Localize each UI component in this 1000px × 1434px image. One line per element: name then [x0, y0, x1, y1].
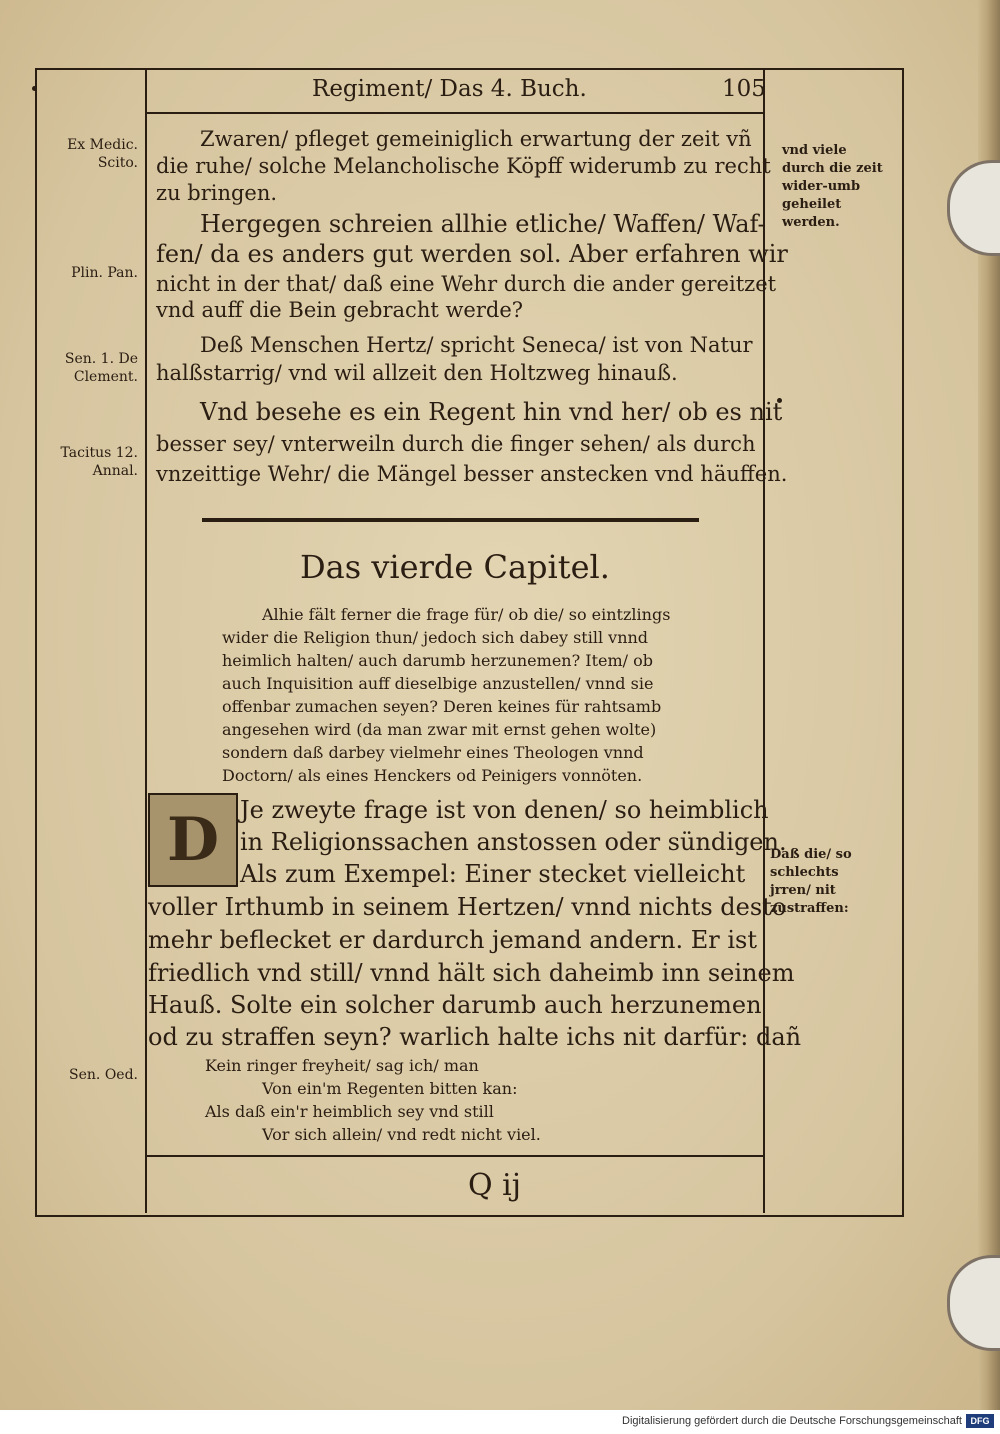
text-line: halßstarrig/ vnd wil allzeit den Holtzweg hinauß. — [156, 361, 678, 385]
text-line: voller Irthumb in seinem Hertzen/ vnnd nichts desto — [148, 893, 787, 921]
signature-mark: Q ij — [468, 1168, 522, 1203]
text-line: Hergegen schreien allhie etliche/ Waffen/ Waf- — [200, 210, 766, 238]
margin-note-left: Tacitus 12. Annal. — [60, 445, 138, 479]
running-head: Regiment/ Das 4. Buch. — [312, 76, 587, 102]
text-line: besser sey/ vnterweiln durch die finger sehen/ als durch — [156, 432, 756, 456]
footer-bar — [0, 1410, 1000, 1434]
text-line: nicht in der that/ daß eine Wehr durch die ander gereitzet — [156, 272, 777, 296]
header-rule — [145, 112, 765, 114]
text-line: vnzeittige Wehr/ die Mängel besser anstecken vnd häuffen. — [156, 462, 788, 486]
text-line: die ruhe/ solche Melancholische Köpff widerumb zu recht — [156, 154, 771, 178]
ink-dot — [32, 86, 37, 91]
margin-note-left: Ex Medic. Scito. — [67, 137, 138, 171]
summary-line: sondern daß darbey vielmehr eines Theologen vnnd — [222, 743, 644, 762]
text-line: Als zum Exempel: Einer stecket vielleicht — [240, 860, 746, 888]
text-line: mehr beflecket er dardurch jemand andern. Er ist — [148, 926, 757, 954]
margin-note-left: Sen. Oed. — [69, 1067, 138, 1083]
dfg-logo: DFG — [966, 1414, 994, 1428]
text-line: Hauß. Solte ein solcher darumb auch herzunemen — [148, 991, 762, 1019]
summary-line: offenbar zumachen seyen? Deren keines für rahtsamb — [222, 697, 662, 716]
text-line: friedlich vnd still/ vnnd hält sich daheimb inn seinem — [148, 959, 795, 987]
text-line: Vnd besehe es ein Regent hin vnd her/ ob es nit — [200, 398, 783, 426]
footer-rule — [145, 1155, 765, 1157]
verse-line: Von ein'm Regenten bitten kan: — [262, 1079, 518, 1098]
verse-line: Kein ringer freyheit/ sag ich/ man — [205, 1056, 479, 1075]
verse-line: Vor sich allein/ vnd redt nicht viel. — [262, 1125, 541, 1144]
text-line: fen/ da es anders gut werden sol. Aber erfahren wir — [156, 240, 788, 268]
summary-line: Alhie fält ferner die frage für/ ob die/ so eintzlings — [262, 605, 671, 624]
page-number: 105 — [722, 76, 766, 102]
summary-line: heimlich halten/ auch darumb herzunemen? Item/ ob — [222, 651, 653, 670]
margin-note-right: vnd viele durch die zeit wider-umb geheilet werden. — [782, 143, 883, 230]
summary-line: angesehen wird (da man zwar mit ernst gehen wolte) — [222, 720, 657, 739]
text-line: Deß Menschen Hertz/ spricht Seneca/ ist von Natur — [200, 333, 753, 357]
verse-line: Als daß ein'r heimblich sey vnd still — [205, 1102, 494, 1121]
text-line: Zwaren/ pfleget gemeiniglich erwartung der zeit vñ — [200, 127, 752, 151]
text-line: Je zweyte frage ist von denen/ so heimblich — [240, 796, 769, 824]
chapter-title: Das vierde Capitel. — [300, 548, 610, 586]
text-line: in Religionssachen anstossen oder sündigen. — [240, 828, 787, 856]
summary-line: Doctorn/ als eines Henckers od Peinigers vonnöten. — [222, 766, 643, 785]
decorated-initial: D — [148, 793, 238, 887]
text-line: vnd auff die Bein gebracht werde? — [156, 298, 524, 322]
text-line: zu bringen. — [156, 181, 278, 205]
summary-line: wider die Religion thun/ jedoch sich dabey still vnnd — [222, 628, 649, 647]
chapter-divider-rule — [202, 518, 699, 522]
footer-credit: Digitalisierung gefördert durch die Deutsche Forschungsgemeinschaft — [622, 1415, 962, 1427]
left-margin-column — [35, 68, 147, 1213]
margin-note-left: Plin. Pan. — [71, 265, 138, 281]
margin-note-right: Daß die/ so schlechts jrren/ nit zustraffen: — [770, 847, 852, 916]
margin-note-left: Sen. 1. De Clement. — [64, 351, 138, 385]
summary-line: auch Inquisition auff dieselbige anzustellen/ vnnd sie — [222, 674, 654, 693]
text-line: od zu straffen seyn? warlich halte ichs nit darfür: dañ — [148, 1023, 802, 1051]
